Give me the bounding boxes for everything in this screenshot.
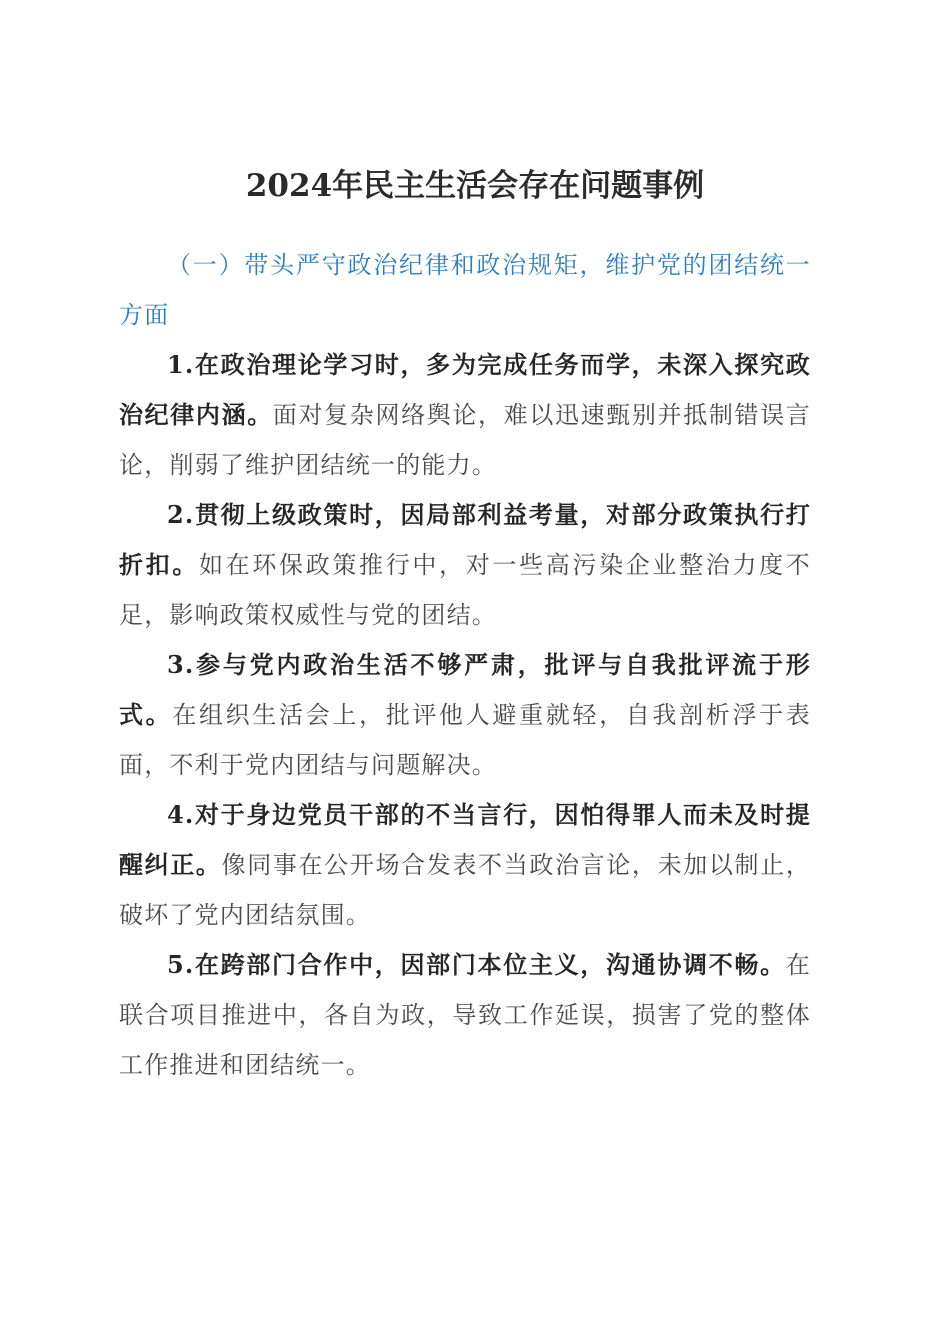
item-lead-text: 2.贯彻上级政策时，因局部利益考量，对部分政策执行打折扣。 (119, 500, 811, 579)
item-lead-text: 1.在政治理论学习时，多为完成任务而学，未深入探究政治纪律内涵。 (119, 350, 811, 429)
item-body-text: 像同事在公开场合发表不当政治言论，未加以制止，破坏了党内团结氛围。 (119, 851, 811, 929)
list-item (119, 790, 811, 940)
item-body-text: 如在环保政策推行中，对一些高污染企业整治力度不足，影响政策权威性与党的团结。 (119, 551, 811, 629)
item-body-text: 在联合项目推进中，各自为政，导致工作延误，损害了党的整体工作推进和团结统一。 (119, 951, 811, 1079)
item-body-text: 面对复杂网络舆论，难以迅速甄别并抵制错误言论，削弱了维护团结统一的能力。 (119, 401, 811, 479)
list-item (119, 640, 811, 790)
list-item (119, 340, 811, 490)
item-lead-text: 5.在跨部门合作中，因部门本位主义，沟通协调不畅。 (167, 950, 786, 979)
item-lead-text: 3.参与党内政治生活不够严肃，批评与自我批评流于形式。 (119, 650, 811, 729)
item-lead-text: 4.对于身边党员干部的不当言行，因怕得罪人而未及时提醒纠正。 (119, 800, 811, 879)
list-item (119, 490, 811, 640)
document-body (119, 240, 811, 1090)
list-item (119, 940, 811, 1090)
section-heading: （一）带头严守政治纪律和政治规矩，维护党的团结统一方面 (119, 251, 811, 329)
item-body-text: 在组织生活会上，批评他人避重就轻，自我剖析浮于表面，不利于党内团结与问题解决。 (119, 701, 811, 779)
document-title: 2024年民主生活会存在问题事例 (245, 168, 705, 204)
